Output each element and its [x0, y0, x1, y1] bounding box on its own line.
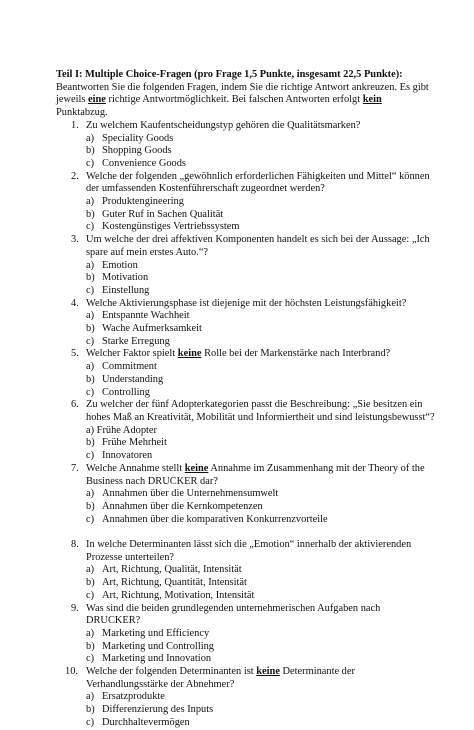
question-number: 7.	[71, 462, 79, 474]
question-text-pre: Welcher Faktor spielt	[86, 348, 178, 360]
option-letter: b)	[86, 323, 95, 335]
question-text: Zu welcher der fünf Adopterkategorien passt die Beschreibung: „Sie besitzen ein hohes Maß an Kreativität, Mobilität und Informiertheit und sind leistungsbewusst“? a) Frühe Adopter	[86, 399, 435, 436]
instructions-text-1: Beantworten Sie die folgenden Fragen, indem Sie die richtige Antwort ankreuzen. Es gibt jeweils	[56, 81, 429, 106]
option-text: Controlling	[102, 386, 150, 398]
option-letter: b)	[86, 704, 95, 716]
option-text: Marketing und Efficiency	[102, 627, 210, 639]
option-8a[interactable]	[56, 564, 436, 577]
question-text: Welche der folgenden „gewöhnlich erforderlichen Fähigkeiten und Mittel“ können der umfassenden Kostenführerschaft zugeordnet werden?	[86, 170, 430, 195]
option-letter: b)	[86, 272, 95, 284]
question-7	[56, 463, 436, 488]
option-letter: a)	[86, 310, 95, 322]
question-9	[56, 603, 436, 628]
option-letter: c)	[86, 157, 95, 169]
option-6b[interactable]	[56, 437, 436, 450]
question-2	[56, 171, 436, 196]
question-emphasis: keine	[256, 666, 280, 678]
question-number: 10.	[65, 666, 78, 678]
options-q5	[56, 361, 436, 399]
option-letter: c)	[86, 653, 95, 665]
option-4b[interactable]	[56, 323, 436, 336]
question-emphasis: keine	[184, 462, 209, 474]
option-letter: a)	[86, 361, 95, 373]
option-text: Frühe Mehrheit	[102, 437, 167, 449]
options-q1	[56, 133, 436, 171]
question-text-post: Determinante der Verhandlungsstärke der Abnehmer?	[86, 666, 355, 690]
option-text: Einstellung	[102, 284, 150, 296]
option-text: Emotion	[102, 259, 138, 271]
option-letter: a)	[86, 564, 95, 576]
question-number: 8.	[71, 539, 79, 550]
option-letter: c)	[86, 221, 95, 233]
option-letter: c)	[86, 513, 95, 525]
option-text: Kostengünstiges Vertriebssystem	[102, 221, 240, 233]
instructions-text-3: Punktabzug.	[56, 107, 108, 119]
option-text: Innovatoren	[102, 450, 153, 462]
option-letter: b)	[86, 373, 95, 385]
option-text: Produktengineering	[102, 196, 184, 208]
option-10a[interactable]	[56, 691, 436, 704]
question-text: In welche Determinanten lässt sich die „Emotion“ innerhalb der aktivierenden Prozesse unterteilen?	[86, 539, 412, 563]
options-q10	[56, 691, 436, 729]
question-number: 6.	[71, 399, 79, 411]
option-2a[interactable]	[56, 196, 436, 209]
option-letter: c)	[86, 386, 95, 398]
question-text-post: Rolle bei der Markenstärke nach Interbrand?	[201, 348, 391, 360]
question-number: 4.	[71, 297, 79, 309]
options-q6	[56, 437, 436, 462]
option-text: Marketing und Innovation	[102, 653, 212, 665]
question-6	[56, 399, 436, 437]
options-q3	[56, 260, 436, 298]
question-text-pre: Welche der folgenden Determinanten ist	[86, 666, 257, 678]
options-q2	[56, 196, 436, 234]
option-text: Speciality Goods	[102, 132, 174, 144]
option-letter: a)	[86, 259, 95, 271]
option-letter: a)	[86, 196, 95, 208]
option-text: Annahmen über die Unternehmensumwelt	[102, 488, 279, 500]
question-8	[56, 539, 436, 564]
option-text: Motivation	[102, 272, 149, 284]
option-3c[interactable]	[56, 285, 436, 298]
question-number: 9.	[71, 602, 79, 614]
question-text	[86, 348, 436, 361]
instructions-emphasis-kein: kein	[362, 94, 382, 106]
question-text	[86, 463, 436, 488]
option-1a[interactable]	[56, 133, 436, 146]
option-letter: a)	[86, 488, 95, 500]
option-letter: c)	[86, 589, 95, 601]
option-text: Art, Richtung, Qualität, Intensität	[102, 564, 242, 576]
option-letter: b)	[86, 145, 95, 157]
question-text-pre: Welche Annahme stellt	[86, 462, 185, 474]
question-number: 3.	[71, 234, 79, 246]
option-10b[interactable]	[56, 704, 436, 717]
instructions-text-2: richtige Antwortmöglichkeit. Bei falschen Antworten erfolgt	[105, 94, 363, 106]
option-text: Commitment	[102, 361, 157, 373]
option-text: Guter Ruf in Sachen Qualität	[102, 208, 224, 220]
options-q8	[56, 564, 436, 602]
option-3b[interactable]	[56, 272, 436, 285]
option-7a[interactable]	[56, 488, 436, 501]
option-6c[interactable]	[56, 450, 436, 463]
question-text: Welche Aktivierungsphase ist diejenige mit der höchsten Leistungsfähigkeit?	[86, 297, 407, 309]
option-4c[interactable]	[56, 336, 436, 349]
option-7c[interactable]	[56, 514, 436, 527]
option-8c[interactable]	[56, 590, 436, 603]
option-letter: c)	[86, 450, 95, 462]
option-letter: b)	[86, 500, 95, 512]
section-heading: Teil I: Multiple Choice-Fragen (pro Frage 1,5 Punkte, insgesamt 22,5 Punkte):	[56, 69, 403, 80]
option-text: Ersatzprodukte	[102, 691, 165, 703]
option-text: Annahmen über die komparativen Konkurrenzvorteile	[102, 513, 328, 525]
option-letter: a)	[86, 691, 95, 703]
option-letter: b)	[86, 437, 95, 449]
blank-line	[56, 526, 436, 539]
option-text: Wache Aufmerksamkeit	[102, 323, 202, 335]
option-letter: a)	[86, 132, 95, 144]
option-8b[interactable]	[56, 577, 436, 590]
option-4a[interactable]	[56, 310, 436, 323]
option-text: Understanding	[102, 373, 164, 385]
option-text: Entspannte Wachheit	[102, 310, 190, 322]
question-1	[56, 120, 436, 133]
option-9a[interactable]	[56, 628, 436, 641]
option-2c[interactable]	[56, 221, 436, 234]
options-q9	[56, 628, 436, 666]
question-4	[56, 298, 436, 311]
option-letter: c)	[86, 716, 95, 728]
option-7b[interactable]	[56, 501, 436, 514]
option-text: Art, Richtung, Motivation, Intensität	[102, 589, 255, 601]
option-2b[interactable]	[56, 209, 436, 222]
option-text: Art, Richtung, Quantität, Intensität	[102, 577, 247, 589]
question-text: Um welche der drei affektiven Komponenten handelt es sich bei der Aussage: „Ich spare auf mein erstes Auto.“?	[86, 234, 430, 258]
question-3	[56, 234, 436, 259]
option-text: Convenience Goods	[102, 157, 186, 169]
option-text: Shopping Goods	[102, 145, 172, 157]
option-3a[interactable]	[56, 260, 436, 273]
option-letter: c)	[86, 284, 95, 296]
option-letter: c)	[86, 335, 95, 347]
option-9c[interactable]	[56, 653, 436, 666]
question-5	[56, 348, 436, 361]
question-emphasis: keine	[177, 348, 202, 360]
option-9b[interactable]	[56, 641, 436, 654]
option-1b[interactable]	[56, 145, 436, 158]
option-5b[interactable]	[56, 374, 436, 387]
instructions-emphasis-eine: eine	[88, 94, 106, 106]
option-text: Starke Erregung	[102, 335, 170, 347]
option-5c[interactable]	[56, 387, 436, 400]
option-text: Durchhaltevermögen	[102, 716, 190, 728]
option-5a[interactable]	[56, 361, 436, 374]
option-text: Annahmen über die Kernkompetenzen	[102, 500, 263, 512]
option-letter: b)	[86, 208, 95, 220]
question-number: 1.	[71, 119, 79, 131]
option-letter: b)	[86, 640, 95, 652]
exam-content	[56, 69, 436, 730]
question-text-post: Annahme im Zusammenhang mit der Theory of the Business nach DRUCKER dar?	[86, 462, 425, 487]
option-letter: b)	[86, 577, 95, 589]
question-text: Was sind die beiden grundlegenden unternehmerischen Aufgaben nach DRUCKER?	[86, 602, 381, 627]
option-letter: a)	[86, 627, 95, 639]
option-text: Differenzierung des Inputs	[102, 704, 214, 716]
option-1c[interactable]	[56, 158, 436, 171]
question-number: 5.	[71, 348, 79, 360]
question-text: Zu welchem Kaufentscheidungstyp gehören die Qualitätsmarken?	[86, 119, 361, 131]
option-text: Marketing und Controlling	[102, 640, 214, 652]
option-10c[interactable]	[56, 717, 436, 730]
options-q7	[56, 488, 436, 526]
instructions	[56, 82, 436, 120]
options-q4	[56, 310, 436, 348]
question-number: 2.	[71, 170, 79, 182]
